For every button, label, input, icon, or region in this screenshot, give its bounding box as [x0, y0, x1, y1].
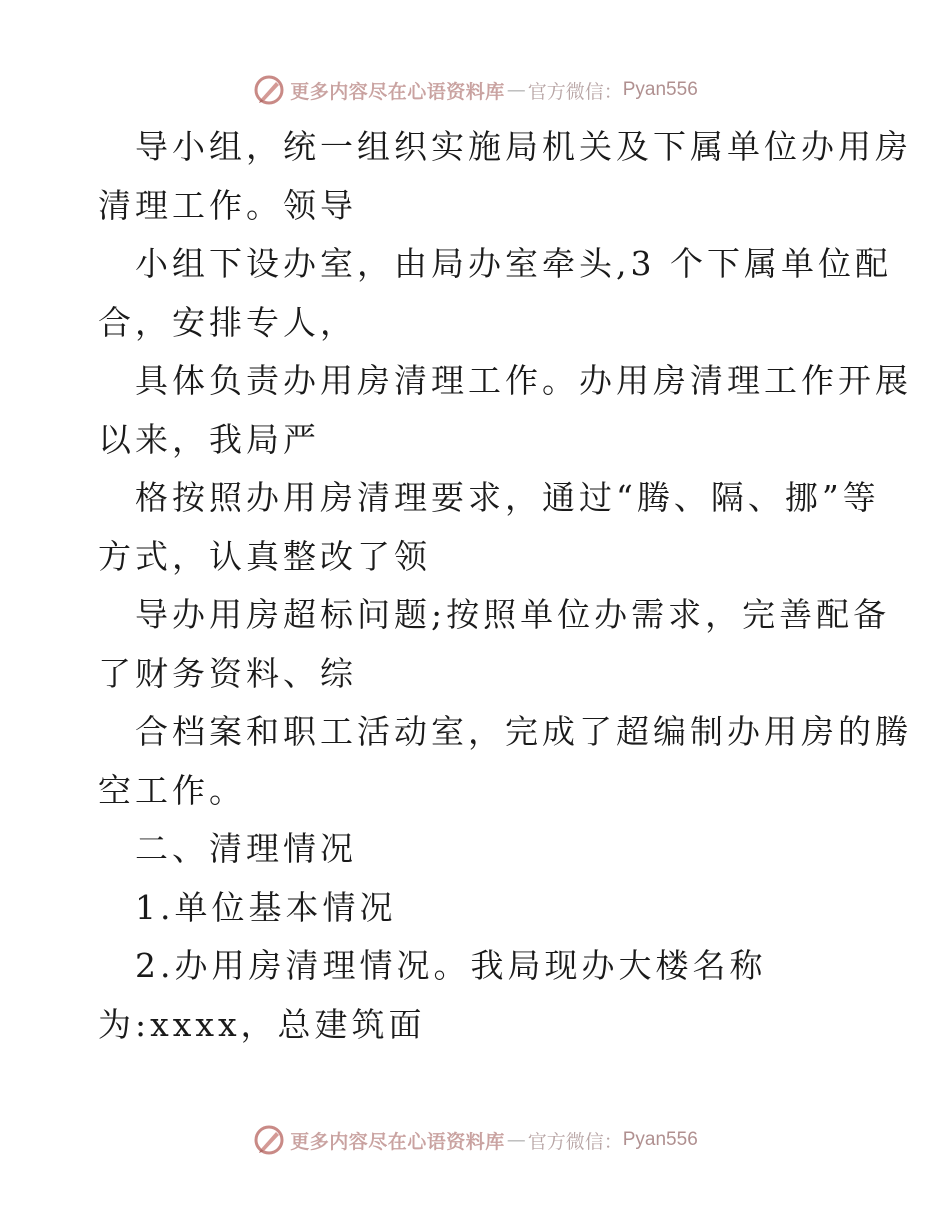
text-line: [98, 996, 858, 1055]
text-line-content: 格按照办用房清理要求，通过“腾、隔、挪”等: [135, 478, 880, 517]
text-line: [98, 294, 858, 353]
text-line: [98, 235, 892, 294]
text-line-content: 导办用房超标问题;按照单位办需求，完善配备: [135, 595, 891, 634]
brand-text: 更多内容尽在心语资料库: [290, 80, 505, 103]
text-line: [98, 937, 858, 996]
pen-logo-icon: [252, 73, 286, 107]
text-line: [98, 820, 858, 879]
text-line: [98, 411, 858, 470]
text-line-content: 以来，我局严: [98, 419, 320, 459]
text-line: [98, 118, 912, 177]
text-line: [98, 703, 912, 762]
text-line-content: 具体负责办用房清理工作。办用房清理工作开展: [135, 361, 912, 400]
footer-watermark: [0, 1120, 950, 1160]
pen-logo-icon: [252, 1123, 286, 1157]
text-line-content: 导小组，统一组织实施局机关及下属单位办用房: [135, 127, 912, 166]
text-line-content: 2.办用房清理情况。我局现办大楼名称: [135, 946, 767, 985]
text-line-content: 清理工作。领导: [98, 185, 357, 225]
text-line: [98, 586, 891, 645]
document-body: [98, 118, 912, 1054]
brand-text: 更多内容尽在心语资料库: [290, 1130, 505, 1153]
text-line-content: 为:xxxx，总建筑面: [98, 1004, 426, 1044]
wechat-label: 官方微信：: [527, 1130, 623, 1153]
text-line: [98, 528, 858, 587]
text-line: [98, 762, 858, 821]
text-line-content: 合，安排专人，: [98, 302, 357, 342]
wechat-label: 官方微信：: [527, 80, 623, 103]
text-line: [98, 352, 912, 411]
text-line-content: 小组下设办室，由局办室牵头,3 个下属单位配: [135, 244, 892, 283]
text-line-content: 合档案和职工活动室，完成了超编制办用房的腾: [135, 712, 912, 751]
brand-separator: —: [506, 79, 526, 101]
text-line-content: 方式，认真整改了领: [98, 536, 431, 576]
brand-separator: —: [506, 1129, 526, 1151]
text-line: [98, 177, 858, 236]
text-line: [98, 879, 858, 938]
text-line-content: 了财务资料、综: [98, 653, 357, 693]
wechat-id: Pyan556: [622, 1129, 698, 1150]
text-line-content: 二、清理情况: [135, 829, 357, 868]
wechat-id: Pyan556: [622, 79, 698, 100]
text-line-content: 空工作。: [98, 770, 246, 810]
text-line: [98, 645, 858, 704]
text-line-content: 1.单位基本情况: [135, 887, 397, 927]
text-line: [98, 469, 880, 528]
header-watermark: [0, 70, 950, 110]
